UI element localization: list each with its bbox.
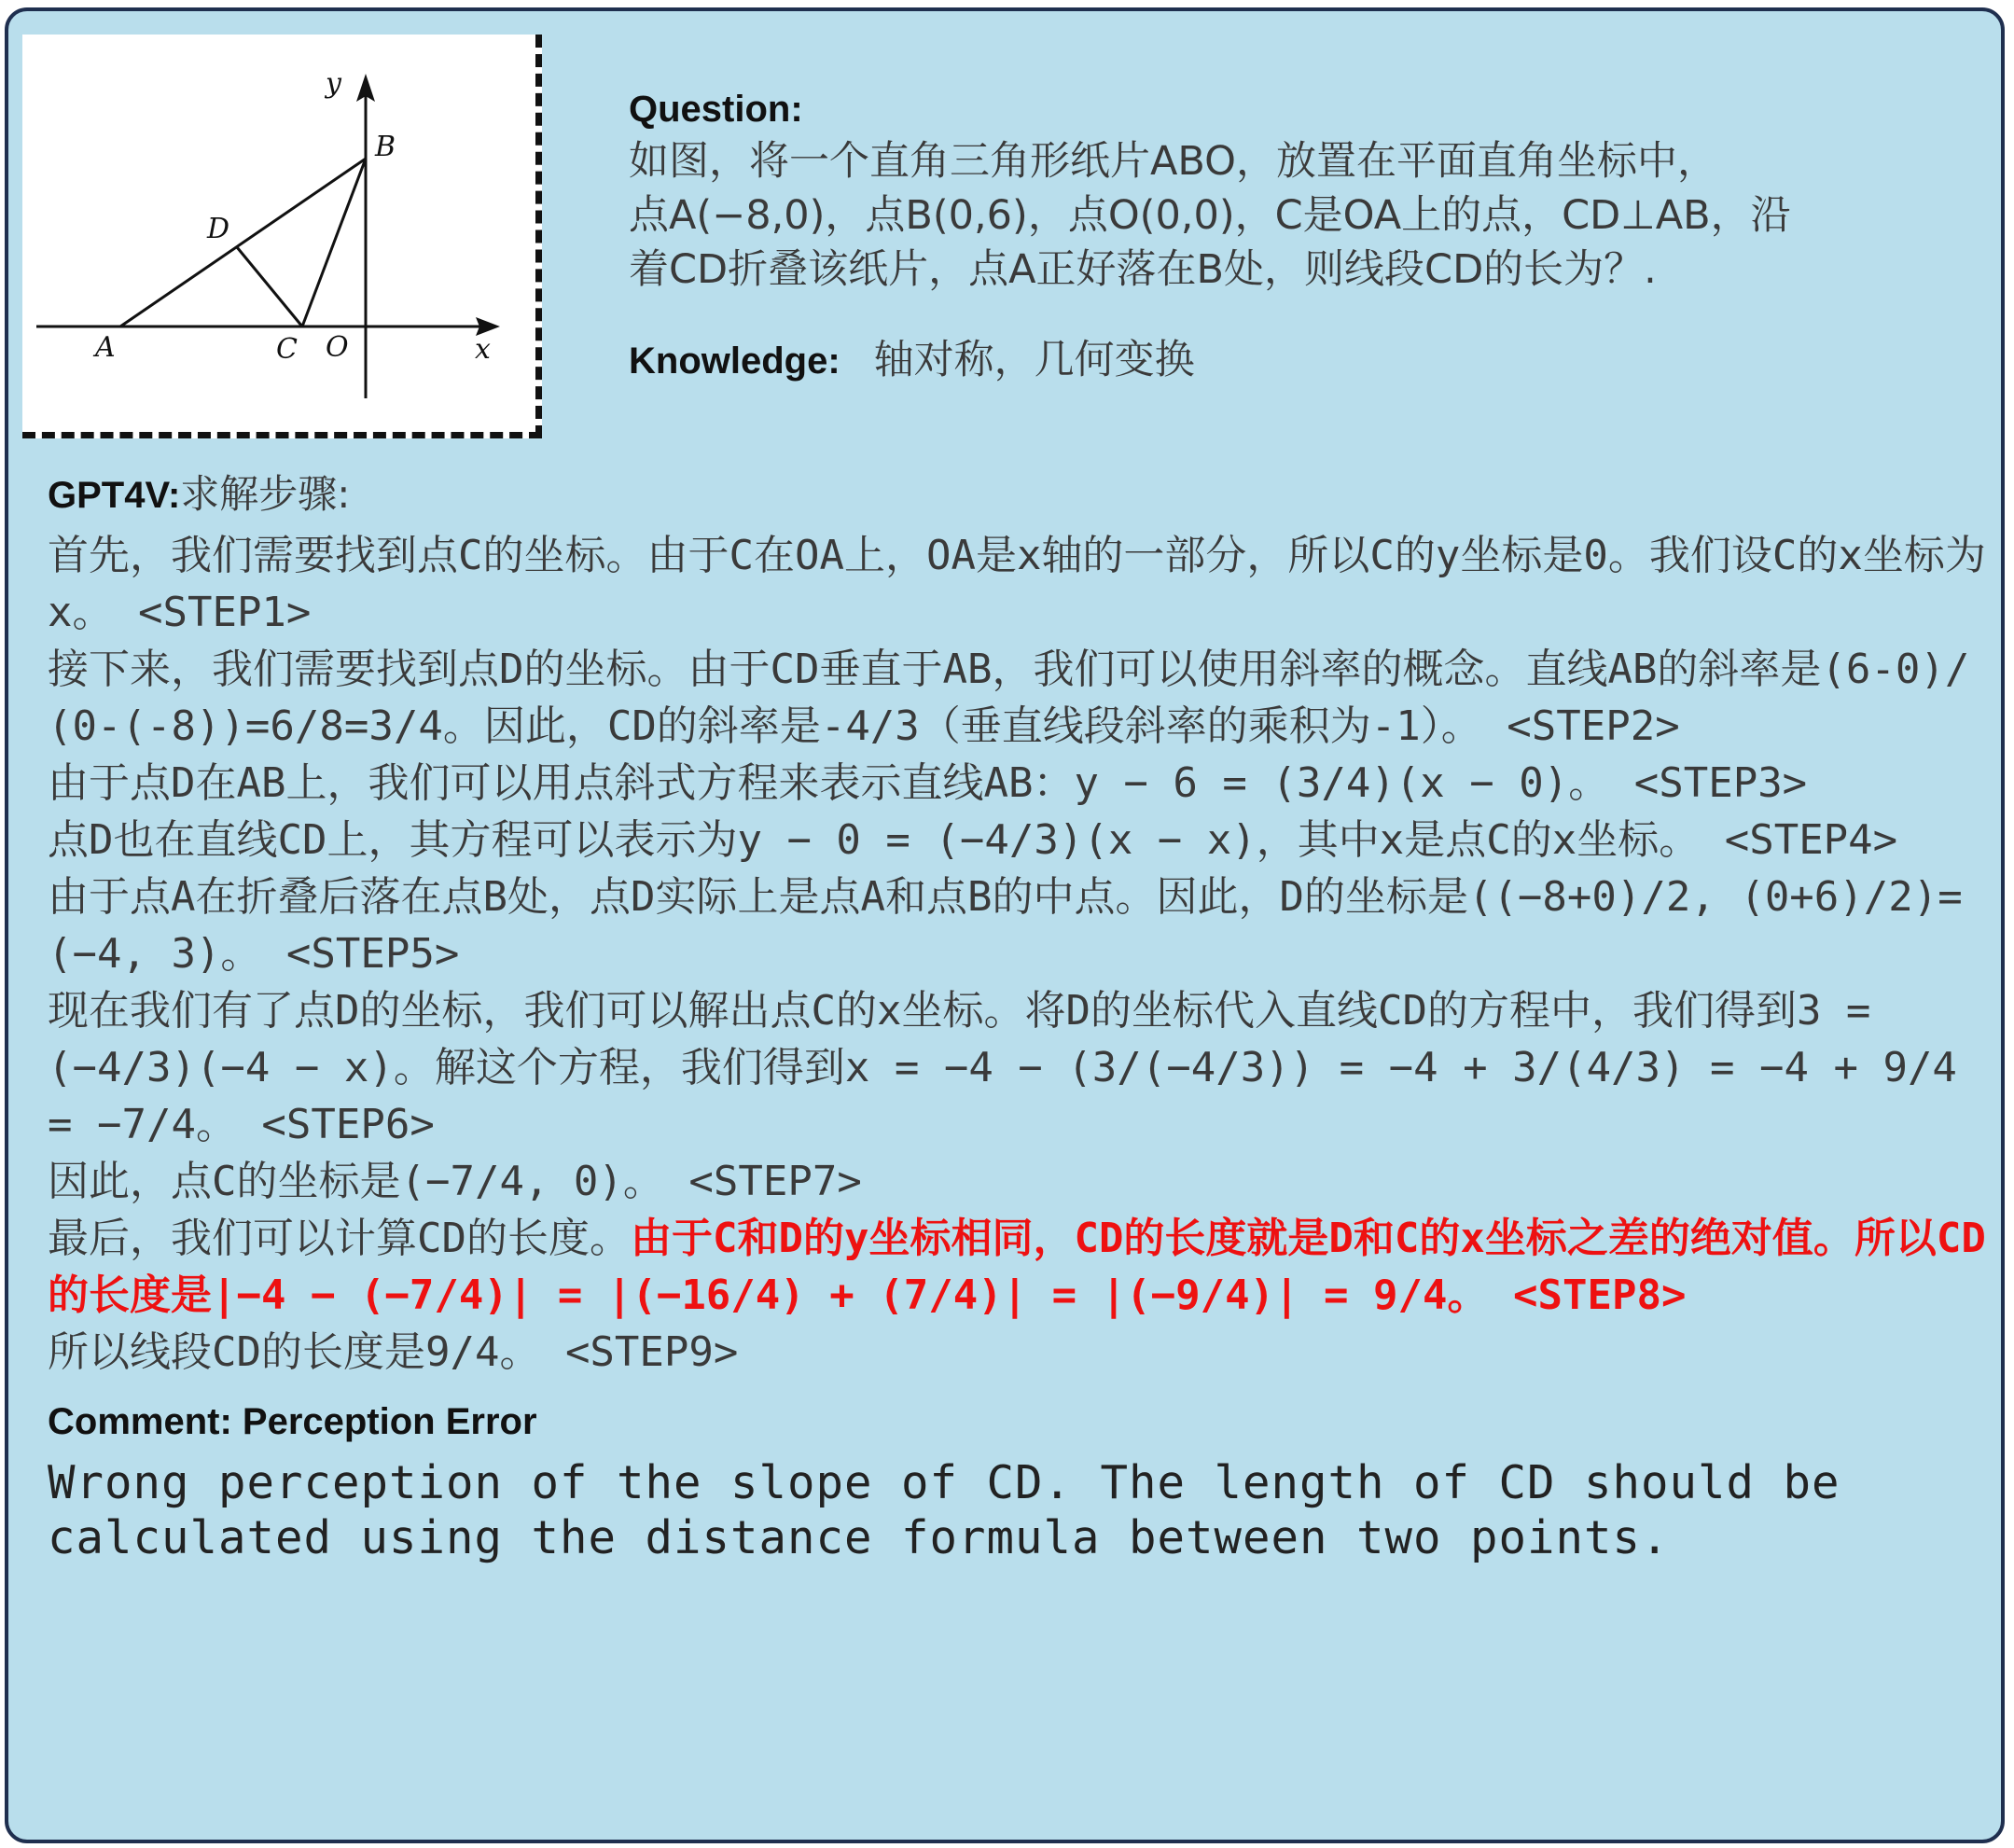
question-title: Question: xyxy=(629,89,803,130)
answer-section xyxy=(48,468,1988,1565)
geometry-figure xyxy=(22,35,542,438)
label-c: C xyxy=(276,333,298,366)
question-line: 着CD折叠该纸片，点A正好落在B处，则线段CD的长为？. xyxy=(629,246,1657,293)
error-highlight: 由于C和D的y坐标相同，CD的长度就是D和C的x坐标之差的绝对值。所以CD的长度是|−4 − (−7/4)| = |(−16/4) + (7/4)| = |(−9/4)| = 9/4。 <STEP8> xyxy=(48,1215,1986,1319)
segment-cb xyxy=(302,159,366,327)
segment-ab xyxy=(120,159,366,327)
model-label: GPT4V: xyxy=(48,475,181,516)
solution-step: 由于点D在AB上，我们可以用点斜式方程来表示直线AB：y − 6 = (3/4)(x − 0)。 <STEP3> xyxy=(48,759,1808,807)
answer-subtitle: 求解步骤: xyxy=(180,471,351,517)
solution-step: 因此，点C的坐标是(−7/4, 0)。 <STEP7> xyxy=(48,1158,862,1205)
solution-steps xyxy=(48,527,1988,1381)
label-b: B xyxy=(375,131,396,163)
label-a: A xyxy=(95,331,116,364)
answer-header xyxy=(48,468,1988,521)
label-x: x xyxy=(475,333,491,366)
knowledge-value: 轴对称，几何变换 xyxy=(873,337,1195,383)
label-y: y xyxy=(326,67,341,100)
solution-step: 首先，我们需要找到点C的坐标。由于C在OA上，OA是x轴的一部分，所以C的y坐标是0。我们设C的x坐标为x。 <STEP1> xyxy=(48,532,1986,636)
step-text: 最后，我们可以计算CD的长度。 xyxy=(48,1215,631,1262)
question-line: 点A(−8,0)，点B(0,6)，点O(0,0)，C是OA上的点，CD⊥AB，沿 xyxy=(629,192,1791,239)
triangle-diagram xyxy=(22,35,535,432)
segment-cd xyxy=(237,247,302,327)
question-section xyxy=(629,86,1972,387)
comment-label: Comment: Perception Error xyxy=(48,1401,537,1442)
knowledge-label: Knowledge: xyxy=(629,340,840,382)
question-line: 如图，将一个直角三角形纸片ABO，放置在平面直角坐标中， xyxy=(629,138,1718,185)
solution-step: 点D也在直线CD上，其方程可以表示为y − 0 = (−4/3)(x − x)，其中x是点C的x坐标。 <STEP4> xyxy=(48,816,1898,864)
solution-step: 所以线段CD的长度是9/4。 <STEP9> xyxy=(48,1328,739,1376)
solution-step: 现在我们有了点D的坐标，我们可以解出点C的x坐标。将D的坐标代入直线CD的方程中，我们得到3 = (−4/3)(−4 − x)。解这个方程，我们得到x = −4 − (3/(−4/3)) = −4 + 3/(4/3) = −4 + 9/4 = −7/4。 <STEP6> xyxy=(48,987,1982,1148)
label-d: D xyxy=(207,213,230,245)
label-o: O xyxy=(326,331,349,364)
comment-text: Wrong perception of the slope of CD. The length of CD should be calculated using the distance formula between two points. xyxy=(48,1456,1840,1564)
solution-step-error xyxy=(48,1210,1988,1324)
content-panel xyxy=(5,7,2005,1843)
solution-step: 由于点A在折叠后落在点B处，点D实际上是点A和点B的中点。因此，D的坐标是((−8+0)/2, (0+6)/2)=(−4, 3)。 <STEP5> xyxy=(48,873,1963,978)
question-text xyxy=(629,134,1972,297)
knowledge-row xyxy=(629,334,1972,387)
solution-step: 接下来，我们需要找到点D的坐标。由于CD垂直于AB，我们可以使用斜率的概念。直线AB的斜率是(6-0)/(0-(-8))=6/8=3/4。因此，CD的斜率是-4/3（垂直线段斜率的乘积为-1）。 <STEP2> xyxy=(48,646,1970,750)
